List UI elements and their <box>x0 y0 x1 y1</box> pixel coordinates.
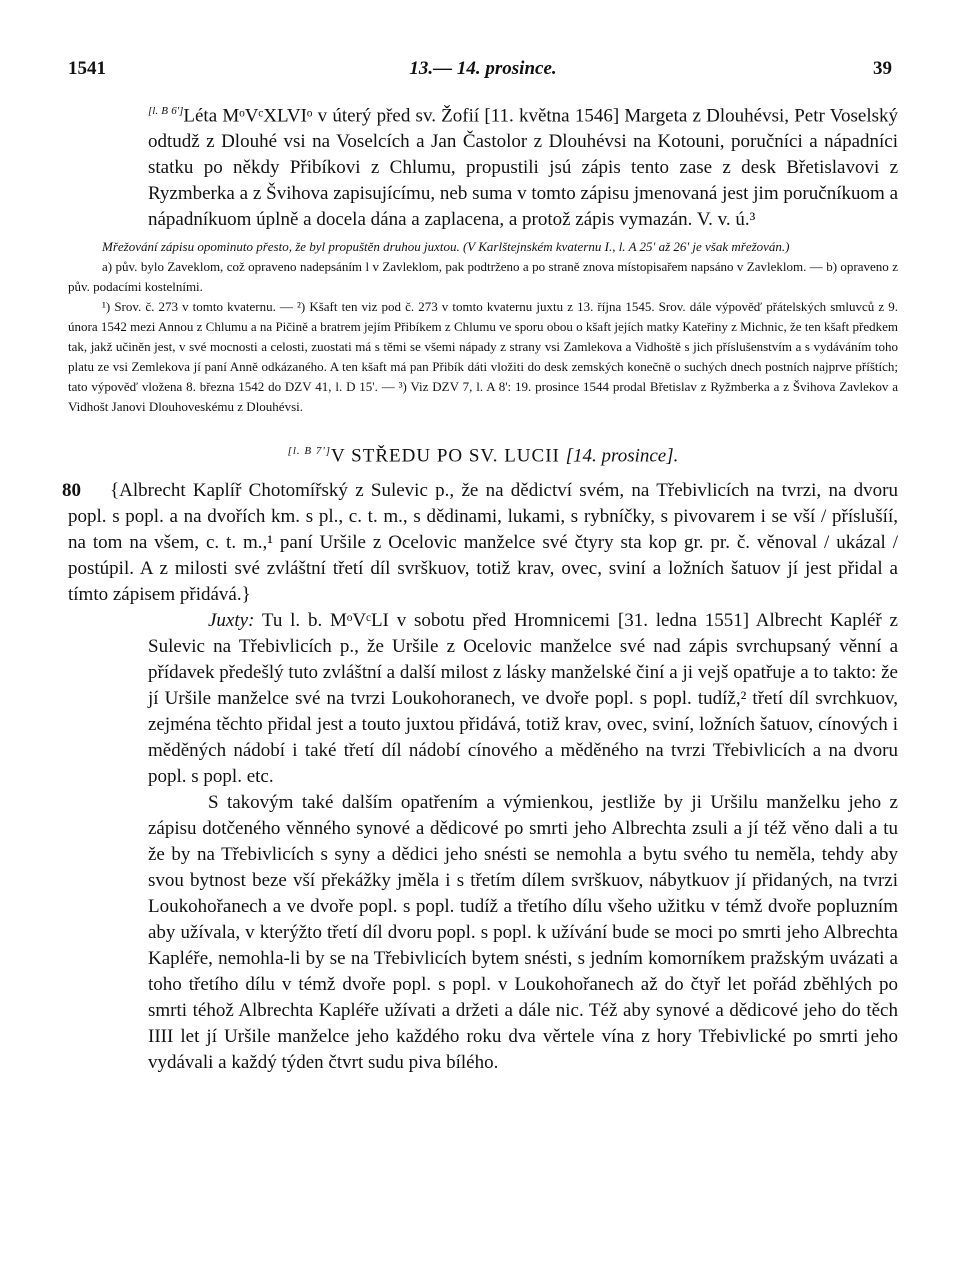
section-date: [14. prosince]. <box>565 445 679 467</box>
entry-79-continuation <box>148 98 898 233</box>
additional-provision-paragraph: S takovým také dalším opatřením a výmienkou, jestliže by ji Uršilu manželku jeho z zápisu dotčeného věnného synové a dědicové po smrti jeho Albrechta zsuli a jí též věno dali a tu že by na Třebivlicích s syny a dědici jeho snésti se nemohla a bytu svého tu neměla, tehdy aby svou bytnost beze vší překážky jměla i s třetím dílem svrškuov, nábytkuov jí přidaných, na tvrzi Loukohořanech a ve dvoře popl. s popl. tudíž a třetího dílu všeho užitku v témž dvoře popluzním aby užívala, v kterýžto třetí díl dvoru popl. s popl. k užívání bude se moci po smrti jeho Albrechta Kapléře, nemohla-li by se na Třebivlicích bytem snésti, s jedním komorníkem pražským uvázati a toho třetího dílu v témž dvoře popl. s popl. v Loukohořanech až do čtyř let pořád zběhlých po smrti téhož Albrechta Kapléře užívati a držeti a dále nic. Též aby synové a dědicové jeho do těch IIII let jí Uršile manželce jeho každého roku dva věrtele vína z hory Třebivlické po smrti jeho vydávali a každý týden čtvrt sudu piva bílého. <box>148 791 898 1073</box>
running-title: 13.— 14. prosince. <box>409 58 557 79</box>
section-heading <box>68 445 898 467</box>
year-label: 1541 <box>68 58 106 79</box>
juxty-text: Tu l. b. MᵒVᶜLI v sobotu před Hromnicemi [31. ledna 1551] Albrecht Kapléř z Sulevic na Třebivlicích p., že Uršile z Ocelovic manželce své nad zápis svrchupsaný věnní a přídavek předešlý tuto zvláštní a další milost z lásky manželské činí a ji vejš opatřuje a to takto: že jí Uršile manželce své na tvrzi Loukohoranech, ve dvoře popl. s popl. tudíž,² třetí díl svrchkuov, zejména těchto přidal jest a touto juxtou přidává, totiž krav, ovec, sviní, ložních šatuov, cínových i měděných nádobí i také třetí díl nádobí cínového a měděného na tvrzi Třebivlicích a na dvoru popl. s popl. etc. <box>148 609 898 787</box>
footnotes-block <box>68 237 898 417</box>
record-80 <box>62 478 898 1076</box>
historical-notes: ¹) Srov. č. 273 v tomto kvaternu. — ²) Kšaft ten viz pod č. 273 v tomto kvaternu juxtu z 13. října 1545. Srov. dále výpověď přátelských smluvců z 9. února 1542 mezi Annou z Chlumu a na Pičině a bratrem jejím Přibíkem z Chlumu ve sporu obou o kšaft jejích matky Kateřiny z Michnic, že ten kšaft předkem tak, jakž učiněn jest, v své mocnosti a celosti, zuostati má s těmi se všemi nápady z strany vsi Zamlekova a Vidhoště s jich příslušenstvím a s vydáváním toho platu ze vsi Zemlekova jí paní Anně odkázaného. A ten kšaft má pan Přibík dáti vložiti do desk zemských konečně o suchých dnech postních najprve příštích; tato výpověď vložena 8. března 1542 do DZV 41, l. D 15'. — ³) Viz DZV 7, l. A 8': 19. prosince 1544 prodal Břetislav z Ryžmberka a z Švihova Zavlekov a Vidhošt Janovi Dlouhoveskému z Dlouhévsi. <box>68 299 898 415</box>
folio-marker: [l. B 7'] <box>287 445 332 458</box>
record-number: 80 <box>62 479 81 501</box>
editorial-note: Mřežování zápisu opominuto přesto, že byl propuštěn druhou juxtou. (V Karlštejnském kvaternu I., l. A 25' až 26' je však mřežován.) <box>102 239 790 255</box>
record-main-text: {Albrecht Kaplíř Chotomířský z Sulevic p., že na dědictví svém, na Třebivlicích na tvrzi, na dvoru popl. s popl. a na dvořích km. s pl., c. t. m., s dědinami, lukami, s rybníčky, s pivovarem i se vší / příslušíí, na tom na všem, c. t. m.,¹ paní Uršile z Ocelovic manželce své čtyry sta kop gr. pr. č. věnoval / ukázal / postúpil. A z milosti své zvláštní třetí díl svrškuov, totiž krav, ovec, sviní a ložních šatuov jí jest přidal a tímto zápisem přidává.} <box>68 479 898 605</box>
folio-marker: [l. B 6'] <box>148 105 184 117</box>
page <box>62 58 898 1076</box>
page-number: 39 <box>873 58 892 79</box>
section-title-text: V STŘEDU PO SV. LUCII <box>331 445 560 467</box>
juxty-label: Juxty: <box>208 609 255 631</box>
entry-text: Léta MᵒVᶜXLVIᵒ v úterý před sv. Žofií [11. května 1546] Margeta z Dlouhévsi, Petr Voselský odtudž z Dlouhé vsi na Voselcích a Jan Častolor z Dlouhévsi na Kotouni, poručníci a nápadníci statku po někdy Přibíkovi z Chlumu, propustili jsú zápis tento zase z desk Břetislavovi z Ryzmberka a z Švihova zapisujícímu, neb suma v tomto zápisu jmenovaná jest jim poručníkuom a nápadníkuom úplně a docela dána a zaplacena, a protož zápis vymazán. V. v. ú.³ <box>148 105 898 231</box>
juxty-paragraph <box>148 608 898 790</box>
textual-notes: a) pův. bylo Zaveklom, což opraveno nadepsáním l v Zavleklom, pak podtrženo a po straně znova místopisařem napsáno v Zavleklom. — b) opraveno z pův. podacími kostelními. <box>68 259 898 295</box>
page-header <box>68 58 898 98</box>
